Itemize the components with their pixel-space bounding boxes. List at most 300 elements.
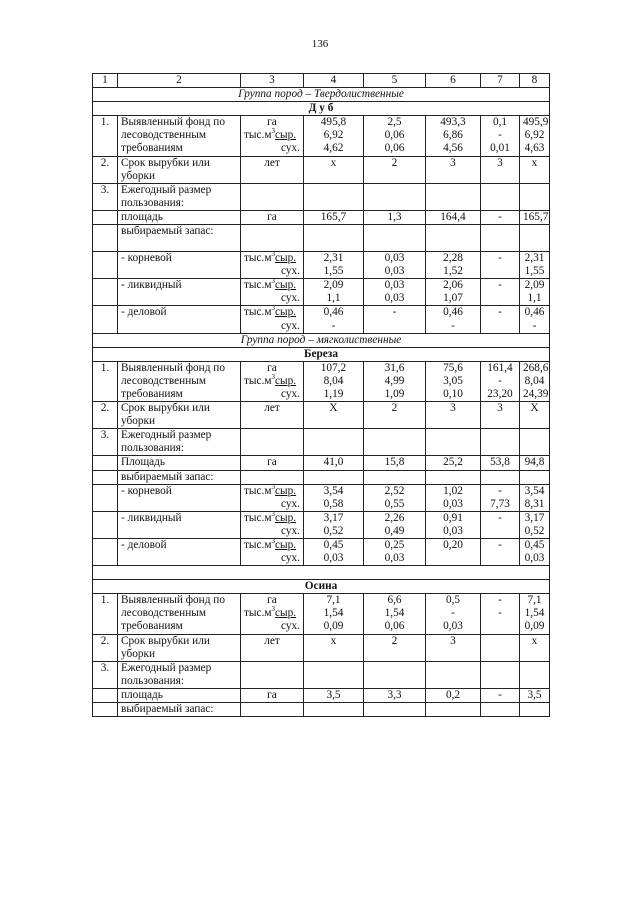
value-v5-line: 0,06 (384, 129, 405, 142)
value-v4-line: 0,09 (323, 620, 344, 633)
value-v6 (426, 361, 481, 401)
value-v6-line: 0,03 (443, 620, 463, 633)
row-number-line: 1. (100, 594, 110, 607)
value-v4-line: 0,46 (323, 306, 344, 319)
row-number (93, 279, 118, 306)
value-v5 (364, 470, 426, 484)
species-title: Береза (93, 347, 550, 361)
row-unit-line: сух. (281, 497, 300, 510)
value-v6 (426, 539, 481, 566)
value-v5-line: 2 (391, 402, 398, 415)
value-v4 (304, 594, 364, 634)
value-v4-line: 1,1 (326, 292, 341, 305)
row-name-line: площадь (121, 210, 163, 223)
value-v5 (364, 156, 426, 183)
value-v5-line: 15,8 (384, 456, 405, 469)
value-v7 (481, 429, 520, 456)
value-v8 (520, 634, 550, 661)
row-name (118, 429, 241, 456)
row-name-line: - ликвидный (121, 511, 182, 524)
row-name (118, 594, 241, 634)
table-row (93, 116, 550, 156)
value-v7 (481, 306, 520, 333)
row-unit-line: га (267, 210, 277, 223)
value-v7-line: - (498, 129, 502, 142)
value-v8 (520, 688, 550, 702)
value-v6 (426, 688, 481, 702)
table-row (93, 456, 550, 470)
value-v6-line: 1,52 (443, 265, 463, 278)
value-v4 (304, 703, 364, 717)
species-title: Д у б (93, 102, 550, 116)
value-v7 (481, 511, 520, 538)
row-unit-line: сух. (281, 552, 300, 565)
table-row (93, 634, 550, 661)
row-number (93, 539, 118, 566)
value-v5-line: 2 (391, 156, 398, 169)
species-row (93, 347, 550, 361)
row-unit (241, 484, 304, 511)
row-name-line: выбираемый запас: (121, 225, 214, 238)
value-v7-line: 3 (497, 156, 503, 169)
row-number (93, 594, 118, 634)
value-v6 (426, 456, 481, 470)
value-v7-line: - (498, 306, 502, 319)
species-row (93, 580, 550, 594)
value-v8-line: - (532, 319, 537, 332)
row-unit (241, 429, 304, 456)
row-name-line: Срок вырубки или (121, 634, 210, 647)
value-v7 (481, 183, 520, 210)
value-v8 (520, 539, 550, 566)
header-cell: 1 (93, 74, 118, 88)
row-name-line: требованиям (121, 142, 183, 155)
row-unit-line: сух. (281, 265, 300, 278)
row-unit-line: сух. (281, 142, 300, 155)
row-number-line: 3. (100, 661, 110, 674)
table-row (93, 210, 550, 224)
value-v4 (304, 511, 364, 538)
value-v7-line: 0,01 (490, 142, 510, 155)
row-name (118, 661, 241, 688)
value-v6-line: 0,03 (443, 524, 463, 537)
value-v8-line: 24,39 (523, 387, 549, 400)
value-v5 (364, 661, 426, 688)
row-unit (241, 210, 304, 224)
value-v8 (520, 156, 550, 183)
row-name (118, 634, 241, 661)
row-unit-line: $тыс.м^3сыр$. (244, 251, 297, 265)
row-unit-line: сух. (281, 387, 300, 400)
row-name (118, 511, 241, 538)
row-name-line: пользования: (121, 196, 185, 209)
row-name-line: Ежегодный размер (121, 429, 212, 442)
row-number (93, 402, 118, 429)
value-v6-line: 0,2 (445, 688, 461, 701)
row-name (118, 688, 241, 702)
value-v6 (426, 279, 481, 306)
value-v5-line: 0,06 (384, 620, 405, 633)
value-v8 (520, 116, 550, 156)
row-unit-line: $тыс.м^3сыр$. (244, 484, 297, 497)
value-v6-line: 1,02 (443, 484, 463, 497)
value-v5-line: 2,26 (384, 511, 405, 524)
spacer-row (93, 566, 550, 580)
value-v4-line: 1,54 (323, 607, 344, 620)
group-title: Группа пород – мягколиственные (93, 333, 550, 347)
value-v6-line: 1,07 (443, 292, 463, 305)
value-v7-line: - (498, 511, 502, 524)
row-number (93, 634, 118, 661)
row-number-line: 2. (100, 402, 110, 415)
value-v6-line: 164,4 (440, 210, 466, 223)
value-v5 (364, 456, 426, 470)
row-unit (241, 511, 304, 538)
value-v8-line: 3,54 (524, 484, 545, 497)
row-unit (241, 156, 304, 183)
value-v4-line: Х (329, 402, 338, 415)
value-v7-line: - (498, 374, 502, 387)
value-v4-line: 0,52 (323, 524, 344, 537)
value-v8-line: 0,45 (524, 539, 545, 551)
header-cell: 3 (241, 74, 304, 88)
value-v8 (520, 279, 550, 306)
row-number (93, 225, 118, 252)
value-v8-line: 2,31 (524, 252, 545, 265)
value-v4-line: 2,09 (323, 279, 344, 292)
value-v8-line: 8,31 (524, 497, 545, 510)
group-row (93, 88, 550, 102)
row-unit-line: $тыс.м^3сыр$. (244, 511, 297, 524)
value-v6 (426, 661, 481, 688)
row-unit-line: $тыс.м^3сыр$. (244, 538, 297, 551)
row-unit-line: сух. (281, 620, 300, 633)
value-v6 (426, 210, 481, 224)
value-v7-line: 0,1 (492, 116, 508, 129)
species-row (93, 102, 550, 116)
value-v4-line: 1,19 (323, 387, 344, 400)
row-unit (241, 402, 304, 429)
value-v6-line: 3,05 (443, 374, 463, 387)
table-row (93, 402, 550, 429)
row-number-line: 3. (100, 429, 110, 442)
row-number (93, 703, 118, 717)
row-unit-line: га (267, 456, 277, 469)
value-v8-line: х (531, 634, 538, 647)
row-unit-line: $тыс.м^3сыр$. (244, 605, 297, 620)
row-name-line: - деловой (121, 306, 167, 319)
table-row (93, 484, 550, 511)
table-row (93, 511, 550, 538)
row-number-line: 1. (100, 116, 110, 129)
value-v8 (520, 183, 550, 210)
value-v5-line: 0,03 (384, 252, 405, 265)
row-name-line: - корневой (121, 484, 172, 497)
row-number-line: 2. (100, 634, 110, 647)
table-row (93, 539, 550, 566)
value-v6-line: 0,10 (443, 387, 463, 400)
value-v8-line: 1,54 (524, 607, 545, 620)
value-v5 (364, 306, 426, 333)
row-unit (241, 361, 304, 401)
value-v6-line: 3 (450, 402, 456, 415)
value-v5-line: 0,03 (384, 265, 405, 278)
value-v6-line: 0,03 (443, 497, 463, 510)
value-v4 (304, 484, 364, 511)
value-v7-line: - (498, 279, 502, 292)
value-v4-line: 7,1 (326, 594, 341, 607)
row-unit-line: га (267, 361, 277, 374)
value-v6 (426, 225, 481, 252)
value-v8-line: 1,1 (527, 292, 542, 305)
table-row (93, 429, 550, 456)
value-v6 (426, 594, 481, 634)
value-v5 (364, 539, 426, 566)
value-v4-line: 107,2 (320, 361, 347, 374)
value-v4-line: 0,03 (323, 552, 344, 565)
value-v7 (481, 279, 520, 306)
row-unit-line: га (267, 116, 277, 129)
value-v4-line: 3,5 (326, 688, 341, 701)
value-v7-line: - (498, 607, 502, 620)
value-v4 (304, 456, 364, 470)
row-unit (241, 634, 304, 661)
value-v5-line: 6,6 (387, 594, 402, 607)
row-name-line: Выявленный фонд по (121, 361, 225, 374)
value-v4 (304, 225, 364, 252)
value-v6 (426, 470, 481, 484)
value-v8-line: 8,04 (524, 374, 545, 387)
value-v5-line: 31,6 (384, 361, 405, 374)
row-unit-line: $тыс.м^3сыр$. (244, 278, 297, 292)
row-unit (241, 594, 304, 634)
value-v6-line: 2,28 (443, 252, 463, 265)
row-name-line: уборки (121, 415, 156, 428)
value-v4 (304, 306, 364, 333)
row-name-line: лесоводственным (121, 129, 206, 142)
table-row (93, 594, 550, 634)
value-v6 (426, 703, 481, 717)
row-name-line: уборки (121, 647, 156, 660)
row-name (118, 225, 241, 252)
value-v6-line: 3 (450, 156, 456, 169)
value-v4-line: 6,92 (323, 129, 344, 142)
value-v8-line: 0,52 (524, 524, 545, 537)
value-v5-line: 0,49 (384, 524, 405, 537)
value-v7 (481, 594, 520, 634)
value-v5 (364, 252, 426, 279)
value-v5 (364, 183, 426, 210)
value-v5-line: 0,25 (384, 539, 405, 551)
row-unit-line: га (267, 688, 277, 701)
value-v4 (304, 210, 364, 224)
row-number (93, 470, 118, 484)
value-v4-line: 4,62 (323, 142, 344, 155)
row-number (93, 156, 118, 183)
row-name-line: лесоводственным (121, 374, 206, 387)
value-v8 (520, 484, 550, 511)
row-name-line: Выявленный фонд по (121, 116, 225, 129)
value-v4-line: 8,04 (323, 374, 344, 387)
value-v5 (364, 634, 426, 661)
value-v5-line: 0,03 (384, 292, 405, 305)
header-cell: 7 (481, 74, 520, 88)
value-v6 (426, 402, 481, 429)
row-name-line: Выявленный фонд по (121, 594, 225, 607)
value-v8 (520, 456, 550, 470)
value-v5-line: 2,52 (384, 484, 405, 497)
row-name-line: требованиям (121, 620, 183, 633)
value-v4 (304, 634, 364, 661)
row-unit-line: $тыс.м^3сыр$. (244, 373, 297, 387)
row-number (93, 484, 118, 511)
table-row (93, 361, 550, 401)
value-v7-line: 23,20 (487, 387, 513, 400)
row-unit (241, 688, 304, 702)
row-unit-line: сух. (281, 319, 300, 332)
header-cell: 6 (426, 74, 481, 88)
value-v6 (426, 116, 481, 156)
value-v6 (426, 634, 481, 661)
value-v4 (304, 156, 364, 183)
value-v7-line: - (498, 594, 502, 607)
value-v6 (426, 306, 481, 333)
value-v8-line: 3,17 (524, 511, 545, 524)
value-v8-line: 495,9 (523, 116, 549, 129)
value-v7 (481, 456, 520, 470)
value-v5 (364, 429, 426, 456)
row-name-line: пользования: (121, 442, 185, 455)
value-v6 (426, 484, 481, 511)
value-v8-line: 165,7 (523, 210, 549, 223)
value-v6-line: 493,3 (440, 116, 466, 129)
row-name-line: выбираемый запас: (121, 470, 214, 483)
row-name-line: - деловой (121, 539, 167, 551)
value-v4 (304, 183, 364, 210)
value-v7 (481, 156, 520, 183)
value-v6-line: 0,46 (443, 306, 463, 319)
table-row (93, 470, 550, 484)
row-unit (241, 661, 304, 688)
row-name-line: требованиям (121, 387, 183, 400)
value-v7 (481, 225, 520, 252)
value-v6-line: - (451, 319, 455, 332)
value-v4 (304, 661, 364, 688)
row-number (93, 361, 118, 401)
row-number-line: 1. (100, 361, 110, 374)
value-v4-line: 0,45 (323, 539, 344, 551)
row-unit (241, 539, 304, 566)
value-v5-line: 2,5 (387, 116, 402, 129)
value-v7-line: - (498, 484, 502, 497)
row-unit (241, 470, 304, 484)
value-v8-line: Х (530, 402, 539, 415)
value-v5 (364, 279, 426, 306)
table-row (93, 306, 550, 333)
value-v8-line: 6,92 (524, 129, 545, 142)
value-v5 (364, 225, 426, 252)
value-v5-line: 1,54 (384, 607, 405, 620)
value-v5-line: 0,03 (384, 279, 405, 292)
row-name-line: Площадь (121, 456, 166, 469)
value-v5-line: 4,99 (384, 374, 405, 387)
table-row (93, 703, 550, 717)
row-unit (241, 225, 304, 252)
value-v4 (304, 539, 364, 566)
value-v7-line: 3 (497, 402, 503, 415)
table-row (93, 688, 550, 702)
value-v4-line: 1,55 (323, 265, 344, 278)
value-v7 (481, 634, 520, 661)
value-v8 (520, 470, 550, 484)
row-unit-line: сух. (281, 524, 300, 537)
value-v5 (364, 484, 426, 511)
value-v5 (364, 703, 426, 717)
row-name (118, 484, 241, 511)
header-cell: 5 (364, 74, 426, 88)
value-v6-line: 25,2 (443, 456, 463, 469)
value-v5-line: 0,55 (384, 497, 405, 510)
row-unit-line: сух. (281, 292, 300, 305)
table-row (93, 156, 550, 183)
value-v8-line: 7,1 (527, 594, 542, 607)
species-title: Осина (93, 580, 550, 594)
row-name (118, 456, 241, 470)
value-v4 (304, 279, 364, 306)
value-v4-line: - (331, 319, 336, 332)
page-number: 136 (311, 38, 329, 50)
row-unit-line: лет (264, 634, 280, 647)
value-v4 (304, 688, 364, 702)
value-v6-line: 2,06 (443, 279, 463, 292)
value-v4 (304, 361, 364, 401)
value-v8-line: 2,09 (524, 279, 545, 292)
value-v4-line: 165,7 (320, 210, 347, 223)
value-v6-line: 75,6 (443, 361, 463, 374)
row-number (93, 252, 118, 279)
value-v6-line: 0,91 (443, 511, 463, 524)
value-v5-line: 0,06 (384, 142, 405, 155)
value-v4-line: 41,0 (323, 456, 344, 469)
row-name (118, 210, 241, 224)
row-unit-line: лет (264, 156, 280, 169)
value-v5 (364, 594, 426, 634)
value-v8 (520, 661, 550, 688)
row-name (118, 183, 241, 210)
header-cell: 4 (304, 74, 364, 88)
row-name (118, 252, 241, 279)
row-name-line: - корневой (121, 252, 172, 265)
group-title: Группа пород – Твердолиственные (93, 88, 550, 102)
spacer-cell (93, 566, 550, 580)
value-v7 (481, 210, 520, 224)
row-number (93, 456, 118, 470)
value-v7 (481, 688, 520, 702)
row-unit-line: $тыс.м^3сыр$. (244, 305, 297, 319)
value-v7-line: 161,4 (487, 361, 513, 374)
value-v8-line: 0,46 (524, 306, 545, 319)
row-number (93, 429, 118, 456)
row-unit (241, 279, 304, 306)
value-v8 (520, 210, 550, 224)
value-v7 (481, 703, 520, 717)
value-v5 (364, 361, 426, 401)
value-v5-line: 0,03 (384, 552, 405, 565)
value-v7 (481, 661, 520, 688)
row-name (118, 470, 241, 484)
value-v4-line: х (330, 156, 337, 169)
value-v5 (364, 116, 426, 156)
